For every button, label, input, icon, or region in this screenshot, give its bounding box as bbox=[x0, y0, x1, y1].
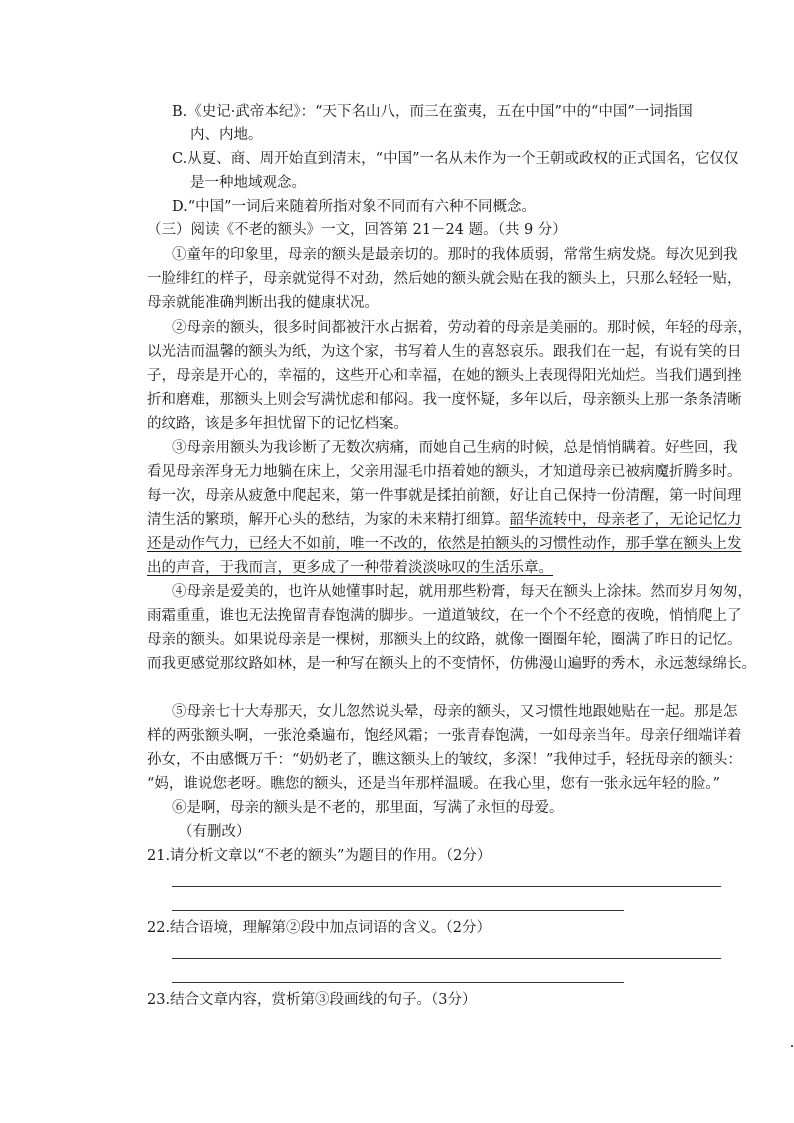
option-b-line-1: B.《史记·武帝本纪》：“天下名山八，而三在蛮夷，五在中国”中的“中国”一词指国 bbox=[172, 104, 693, 120]
passage-p3-plain-text: 清生活的繁琐，解开心头的愁结，为家的未来精打细算。 bbox=[147, 512, 510, 528]
passage-p5-line: ⑤母亲七十大寿那天，女儿忽然说头晕，母亲的额头，又习惯性地跟她贴在一起。那是怎 bbox=[172, 704, 738, 720]
answer-line-q21[interactable] bbox=[172, 886, 721, 887]
passage-p6: ⑥是啊，母亲的额头是不老的，那里面，写满了永恒的母爱。 bbox=[172, 800, 564, 816]
passage-p2-line: 的纹路，该是多年担忧留下的记忆档案。 bbox=[147, 416, 408, 432]
passage-p3-line: 每一次，母亲从疲惫中爬起来，第一件事就是揉拍前额，好让自己保持一份清醒，第一时间理 bbox=[147, 488, 742, 504]
option-d-line-1: D.“中国”一词后来随着所指对象不同而有六种不同概念。 bbox=[172, 199, 537, 215]
passage-p2-line: ②母亲的额头，很多时间都被汗水占据着，劳动着的母亲是美丽的。那时候，年轻的母亲， bbox=[172, 320, 752, 336]
passage-p1-line: ①童年的印象里，母亲的额头是最亲切的。那时的我体质弱，常常生病发烧。每次见到我 bbox=[172, 247, 738, 263]
passage-p2-line: 以光洁而温馨的额头为纸，为这个家，书写着人生的喜怒哀乐。跟我们在一起，有说有笑的日 bbox=[147, 344, 742, 360]
question-23: 23.结合文章内容，赏析第③段画线的句子。（3分） bbox=[147, 992, 477, 1008]
passage-p5-line: “妈，谁说您老呀。瞧您的额头，还是当年那样温暖。在我心里，您有一张永远年轻的脸。” bbox=[147, 776, 721, 792]
page-mark bbox=[791, 1045, 793, 1047]
passage-p2-line: 折和磨难，那额头上则会写满忧虑和郁闷。我一度怀疑，多年以后，母亲额头上那一条条清晰 bbox=[147, 392, 742, 408]
option-b-line-2: 内、内地。 bbox=[190, 127, 263, 143]
passage-p1-line: 一脸绯红的样子，母亲就觉得不对劲，然后她的额头就会贴在我的额头上，只那么轻轻一贴， bbox=[147, 271, 742, 287]
passage-p1-line: 母亲就能准确判断出我的健康状况。 bbox=[147, 295, 379, 311]
underlined-sentence: 出的声音，于我而言，更多成了一种带着淡淡咏叹的生活乐章。 bbox=[147, 560, 553, 576]
passage-p4-line: 而我更感觉那纹路如林，是一种写在额头上的不变情怀，仿佛漫山遍野的秀木，永远葱绿绵长。 bbox=[147, 656, 756, 672]
underlined-sentence: 韶华流转中，母亲老了，无论记忆力 bbox=[509, 512, 742, 528]
answer-line-q21[interactable] bbox=[172, 910, 624, 911]
passage-p3-line: 看见母亲浑身无力地躺在床上，父亲用湿毛巾捂着她的额头，才知道母亲已被病魔折腾多时。 bbox=[147, 464, 742, 480]
answer-line-q22[interactable] bbox=[172, 958, 721, 959]
question-22: 22.结合语境，理解第②段中加点词语的含义。（2分） bbox=[147, 920, 492, 936]
passage-p5-line: 孙女，不由感慨万千：“奶奶老了，瞧这额头上的皱纹，多深！”我伸过手，轻抚母亲的额头： bbox=[147, 752, 742, 768]
revision-note: （有删改） bbox=[178, 824, 251, 840]
answer-line-q22[interactable] bbox=[172, 982, 624, 983]
passage-p3-line bbox=[147, 509, 742, 531]
underlined-sentence: 还是动作气力，已经大不如前，唯一不改的，依然是拍额头的习惯性动作，那手掌在额头上发 bbox=[147, 536, 742, 552]
passage-p4-line: ④母亲是爱美的，也许从她懂事时起，就用那些粉膏，每天在额头上涂抹。然而岁月匆匆， bbox=[172, 584, 752, 600]
passage-p3-line: ③母亲用额头为我诊断了无数次病痛，而她自己生病的时候，总是悄悄瞒着。好些回，我 bbox=[172, 440, 738, 456]
passage-p4-line: 雨霜重重，谁也无法挽留青春饱满的脚步。一道道皱纹，在一个个不经意的夜晚，悄悄爬上了 bbox=[147, 608, 742, 624]
passage-p5-line: 样的两张额头啊，一张沧桑遍布，饱经风霜；一张青春饱满，一如母亲当年。母亲仔细端详着 bbox=[147, 728, 742, 744]
passage-p2-line: 子，母亲是开心的，幸福的，这些开心和幸福，在她的额头上表现得阳光灿烂。当我们遇到挫 bbox=[147, 368, 742, 384]
passage-p4-line: 母亲的额头。如果说母亲是一棵树，那额头上的纹路，就像一圈圈年轮，圈满了昨日的记忆。 bbox=[147, 632, 742, 648]
option-c-line-2: 是一种地域观念。 bbox=[190, 175, 306, 191]
section-heading: （三）阅读《不老的额头》一文，回答第 21－24 题。（共 9 分） bbox=[147, 222, 567, 238]
question-21: 21.请分析文章以“不老的额头”为题目的作用。（2分） bbox=[147, 848, 492, 864]
option-c-line-1: C.从夏、商、周开始直到清末，“中国”一名从未作为一个王朝或政权的正式国名，它仅仅 bbox=[172, 151, 739, 167]
